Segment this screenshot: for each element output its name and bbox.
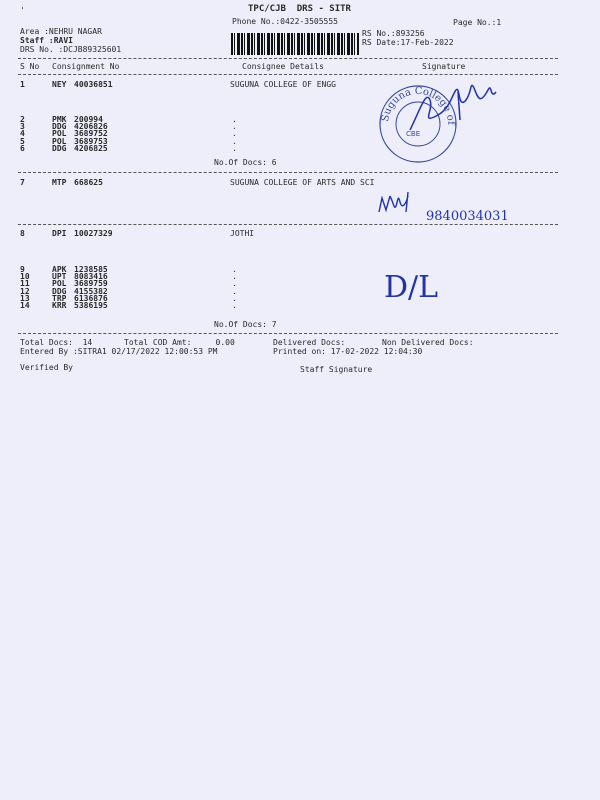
consignment-number: 8083416 [74,272,108,282]
dot-column: . . . . . . [232,265,237,311]
consignment-number: 200994 [74,115,103,124]
handwritten-initials [376,186,416,218]
col-consignment: Consignment No [52,62,120,71]
page-number: Page No.:1 [453,18,502,27]
row-sno: 13 [20,293,30,303]
handwritten-phone: 9840034031 [426,209,509,224]
sno-list [20,116,25,152]
drs-number: DRS No. :DCJB89325601 [20,45,122,54]
consignment-number: 4206825 [74,143,108,153]
corner-mark: ' [20,6,25,15]
consignment-prefix: MTP [52,178,67,187]
consignee-name: SUGUNA COLLEGE OF ENGG [230,80,336,89]
consignment-number: 1238585 [74,265,108,274]
entered-by: Entered By :SITRA1 02/17/2022 12:00:53 PM [20,347,218,356]
consignment-number: 4155382 [74,286,108,296]
total-docs: Total Docs: 14 [20,338,93,347]
consignment-prefix: DDG [52,286,67,296]
consignment-number: 5386195 [74,301,108,311]
signature-scribble [400,70,510,140]
divider [18,333,558,334]
consignee-name: JOTHI [230,229,255,238]
consignee-name: SUGUNA COLLEGE OF ARTS AND SCI [230,178,375,187]
rs-number: RS No.:893256 [362,29,425,38]
row-sno: 10 [20,272,30,282]
consignment-prefix: DDG [52,122,67,132]
consignment-prefix: POL [52,129,67,139]
consignment-prefix: PMK [52,115,67,124]
row-sno: 8 [20,229,25,238]
dot-column: . . . . . [232,115,237,153]
consignment-number: 40036851 [74,80,113,89]
row-sno: 12 [20,286,30,296]
row-sno: 3 [20,122,25,132]
staff-label: Staff :RAVI [20,36,73,45]
consignment-prefix: DPI [52,229,67,238]
row-sno: 1 [20,80,25,89]
row-sno: 5 [20,136,25,146]
number-list [74,266,108,309]
row-sno: 4 [20,129,25,139]
consignment-prefix: APK [52,265,67,274]
stamp-ring-text: Suguna College of Engg [364,72,457,126]
staff-signature: Staff Signature [300,365,373,374]
area-label: Area :NEHRU NAGAR [20,27,102,36]
prefix-list [52,266,66,309]
docs-count: No.Of Docs: 7 [214,320,277,329]
prefix-list [52,116,66,152]
consignment-prefix: POL [52,136,67,146]
col-signature: Signature [422,62,466,71]
row-sno: 14 [20,301,30,311]
delivered-docs: Delivered Docs: [273,338,346,347]
barcode [231,33,359,55]
rs-date: RS Date:17-Feb-2022 [362,38,454,47]
phone-number: Phone No.:0422-3505555 [232,17,338,26]
sno-list [20,266,30,309]
consignment-prefix: TRP [52,293,67,303]
non-delivered-docs: Non Delivered Docs: [382,338,474,347]
handwritten-dl: D/L [384,270,439,305]
document-title: TPC/CJB DRS - SITR [248,4,351,14]
stamp-inner-text: CBE [406,130,421,138]
row-sno: 9 [20,265,25,274]
consignment-prefix: DDG [52,143,67,153]
row-sno: 11 [20,279,30,289]
consignment-prefix: UPT [52,272,67,282]
docs-count: No.Of Docs: 6 [214,158,277,167]
consignment-number: 3689752 [74,129,108,139]
row-sno: 7 [20,178,25,187]
col-sno: S No [20,62,40,71]
consignment-number: 668625 [74,178,103,187]
row-sno: 6 [20,143,25,153]
consignment-prefix: KRR [52,301,67,311]
consignment-number: 4206826 [74,122,108,132]
consignment-number: 3689759 [74,279,108,289]
consignment-number: 3689753 [74,136,108,146]
row-sno: 2 [20,115,25,124]
divider [18,172,558,173]
divider [18,58,558,59]
consignment-prefix: NEY [52,80,67,89]
divider [18,224,558,225]
printed-on: Printed on: 17-02-2022 12:04:30 [273,347,423,356]
consignment-prefix: POL [52,279,67,289]
number-list [74,116,108,152]
col-consignee: Consignee Details [242,62,324,71]
verified-by: Verified By [20,363,73,372]
total-cod: Total COD Amt: 0.00 [124,338,235,347]
consignment-number: 10027329 [74,229,113,238]
consignment-number: 6136876 [74,293,108,303]
